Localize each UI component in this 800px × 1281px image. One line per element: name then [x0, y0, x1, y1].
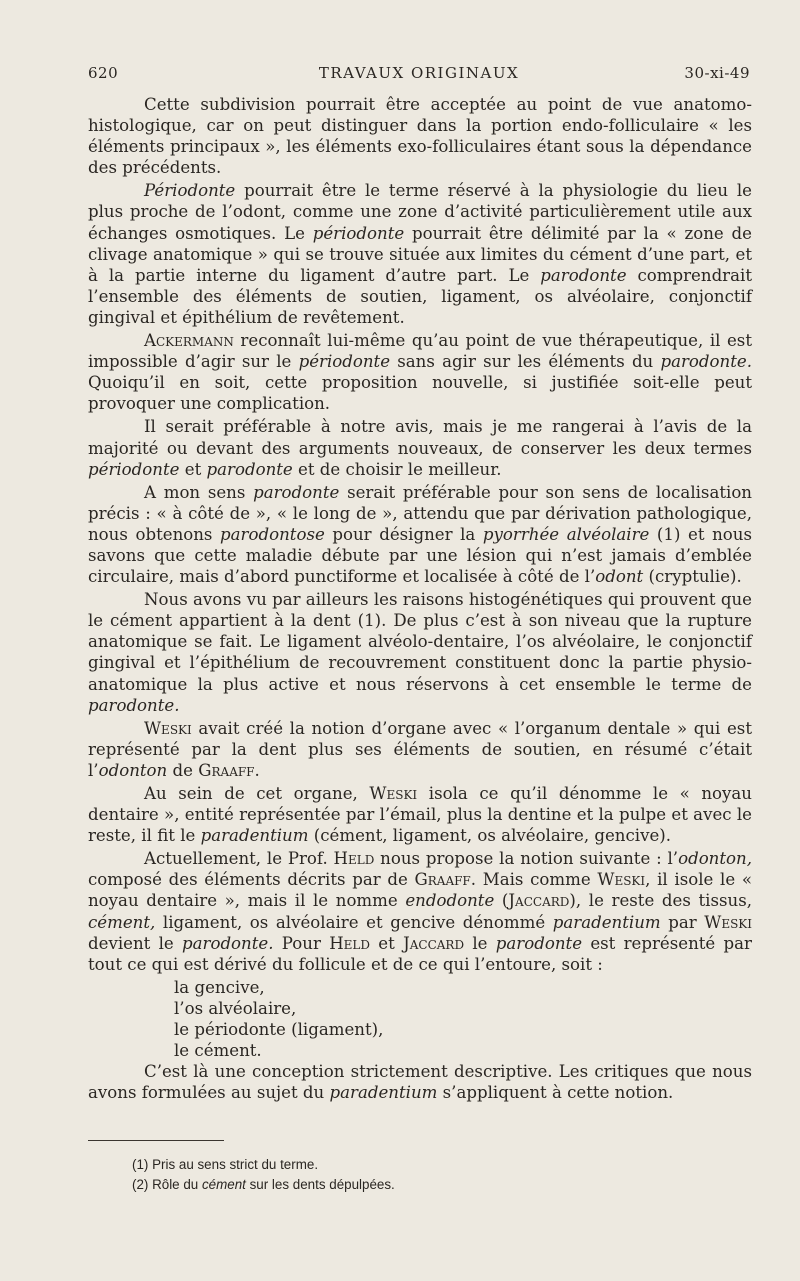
text-run: Nous avons vu par ailleurs les raisons histogénétiques qui prouvent que le cément appartient à la dent (1). De plus c’est à son niveau que la rupture anatomique se fait. Le ligament alvéolo-dentaire, l’os alvéolaire, le conjonctif gingival et l’épithélium de recouvrement constituent donc la partie physio-anatomique la plus active et nous réservons à cet ensemble le terme de — [88, 590, 752, 694]
text-run: devient le — [88, 933, 182, 953]
term-italic: périodonte — [298, 352, 391, 372]
term-italic: parodonte — [206, 459, 293, 479]
text-run: par — [660, 912, 705, 932]
paragraph-5 — [88, 482, 752, 587]
body-text — [88, 94, 752, 1105]
header-date: 30-xi-49 — [684, 64, 750, 82]
text-run: s’appliquent à cette notion. — [437, 1083, 674, 1103]
text-run: ligament, os alvéolaire et gencive dénommé — [155, 912, 553, 932]
term-italic: parodonte — [495, 933, 583, 953]
text-run: et — [370, 933, 404, 953]
running-title: TRAVAUX ORIGINAUX — [318, 64, 520, 82]
author-name: Ackermann — [144, 331, 234, 351]
paragraph-2 — [88, 180, 752, 328]
text-run: Au sein de cet organe, — [144, 784, 370, 803]
term-italic: cément, — [88, 912, 156, 932]
term-italic: périodonte — [312, 223, 405, 243]
text-run: (cément, ligament, os alvéolaire, gencive). — [308, 826, 672, 846]
list-item: l’os alvéolaire, — [174, 998, 297, 1018]
list-item: le périodonte (ligament), — [174, 1020, 384, 1040]
text-run: Mais comme — [476, 870, 598, 890]
text-run: isola ce qu’il dénomme le « noyau dentaire », entité représentée par l’émail, plus la dentine et la pulpe et avec le reste, il fit le — [88, 784, 752, 846]
text-run: (1) et nous savons que cette maladie débute par une lésion qui n’est jamais d’emblée circulaire, mais d’abord punctiforme et localisée à côté de l’ — [88, 524, 752, 587]
paragraph-7 — [88, 718, 752, 781]
term-italic: parodonte. — [88, 695, 180, 715]
paragraph-3 — [88, 330, 752, 414]
term-italic: paradentium — [552, 912, 661, 932]
term-italic: parodonte. — [660, 352, 752, 372]
text-run: (cryptulie). — [643, 567, 742, 587]
paragraph-1 — [88, 94, 752, 178]
text-run: et — [179, 459, 207, 479]
author-name: Weski — [144, 718, 192, 738]
term-italic: odonton — [98, 760, 168, 780]
term-italic: cément — [201, 1177, 246, 1192]
term-italic: odont — [595, 567, 644, 587]
author-name: Jaccard — [508, 891, 570, 911]
term-italic: odonton, — [678, 849, 752, 869]
term-italic: pyorrhée alvéolaire — [482, 524, 650, 544]
list-item: la gencive, — [174, 977, 265, 997]
paragraph-1-text: Cette subdivision pourrait être acceptée au point de vue anatomo-histologique, car on peut distinguer dans la portion endo-folliculaire « les éléments principaux », les éléments exo-folliculaires étant sous la dépendance des précédents. — [88, 95, 752, 178]
text-run: ( — [494, 891, 509, 911]
author-name: Weski — [369, 784, 418, 803]
text-run: nous propose la notion suivante : l’ — [374, 849, 679, 869]
paragraph-6 — [88, 589, 752, 716]
author-name: Graaff. — [198, 760, 260, 780]
text-run: C’est là une conception strictement descriptive. Les critiques que nous avons formulées au sujet du — [88, 1062, 752, 1103]
text-run: pourrait être le terme réservé à la physiologie du lieu le plus proche de l’odont, comme une zone d’activité particulièrement utile aux échanges osmotiques. Le — [88, 181, 752, 243]
text-run: Quoiqu’il en soit, cette proposition nouvelle, si justifiée soit-elle peut provoquer une complication. — [88, 373, 752, 414]
text-run: ), le reste des tissus, — [569, 891, 752, 911]
text-run: et de choisir le meilleur. — [292, 459, 502, 479]
footnote-1: (1) Pris au sens strict du terme. — [132, 1157, 319, 1172]
text-run: comprendrait l’ensemble des éléments de soutien, ligament, os alvéolaire, conjonctif gingival et épithélium de revêtement. — [88, 265, 752, 327]
author-name: Jaccard — [403, 933, 465, 953]
text-run: pour désigner la — [324, 524, 483, 544]
text-run: de — [167, 760, 199, 780]
text-run: avait créé la notion d’organe avec « l’organum dentale » qui est représenté par la dent plus ses éléments de soutien, en résumé c’était l’ — [88, 718, 752, 780]
paragraph-10 — [88, 1061, 752, 1103]
text-run: serait préférable pour son sens de localisation précis : « à côté de », « le long de », attendu que par dérivation pathologique, nous obtenons — [88, 482, 752, 544]
paragraph-9 — [88, 848, 752, 975]
paragraph-4 — [88, 416, 752, 479]
author-name: Held — [333, 849, 375, 869]
text-run: sur les dents dépulpées. — [245, 1177, 395, 1192]
text-run: Pour — [273, 933, 330, 953]
term-italic: paradentium — [329, 1083, 438, 1103]
term-italic: parodonte — [540, 265, 627, 285]
text-run: composé des éléments décrits par de — [88, 870, 415, 890]
text-run: Actuellement, le Prof. — [144, 849, 334, 869]
term-italic: endodonte — [405, 891, 495, 911]
text-run: (2) Rôle du — [132, 1177, 202, 1192]
paragraph-8 — [88, 783, 752, 846]
term-italic: périodonte — [88, 459, 180, 479]
term-italic: paradentium — [200, 826, 309, 846]
term-italic: Périodonte — [144, 181, 236, 201]
text-run: sans agir sur les éléments du — [390, 352, 661, 372]
tissue-list — [88, 977, 752, 1061]
term-italic: parodonte — [253, 482, 340, 502]
author-name: Held — [329, 933, 371, 953]
term-italic: parodonte. — [182, 933, 274, 953]
text-run: Il serait préférable à notre avis, mais je me rangerai à l’avis de la majorité ou devant des arguments nouveaux, de conserver les deux termes — [88, 417, 752, 458]
footnotes — [132, 1155, 395, 1195]
footnote-2 — [132, 1175, 395, 1195]
term-italic: parodontose — [220, 524, 325, 544]
text-run: reconnaît lui-même qu’au point de vue thérapeutique, il est impossible d’agir sur le — [88, 331, 752, 372]
text-run: pourrait être délimité par la « zone de clivage anatomique » qui se trouve située aux limites du cément d’une part, et à la partie interne du ligament d’autre part. Le — [88, 223, 752, 285]
author-name: Weski — [704, 912, 753, 932]
footnote-rule — [88, 1140, 224, 1141]
text-run: est représenté par tout ce qui est dérivé du follicule et de ce qui l’entoure, soit : — [88, 933, 752, 974]
text-run: il isole le « noyau dentaire », mais il le nomme — [88, 870, 753, 911]
text-run: A mon sens — [144, 482, 254, 502]
author-name: Weski, — [597, 870, 651, 890]
text-run: le — [464, 933, 496, 953]
list-item: le cément. — [174, 1041, 262, 1061]
page-number: 620 — [88, 64, 119, 82]
author-name: Graaff. — [414, 870, 477, 890]
